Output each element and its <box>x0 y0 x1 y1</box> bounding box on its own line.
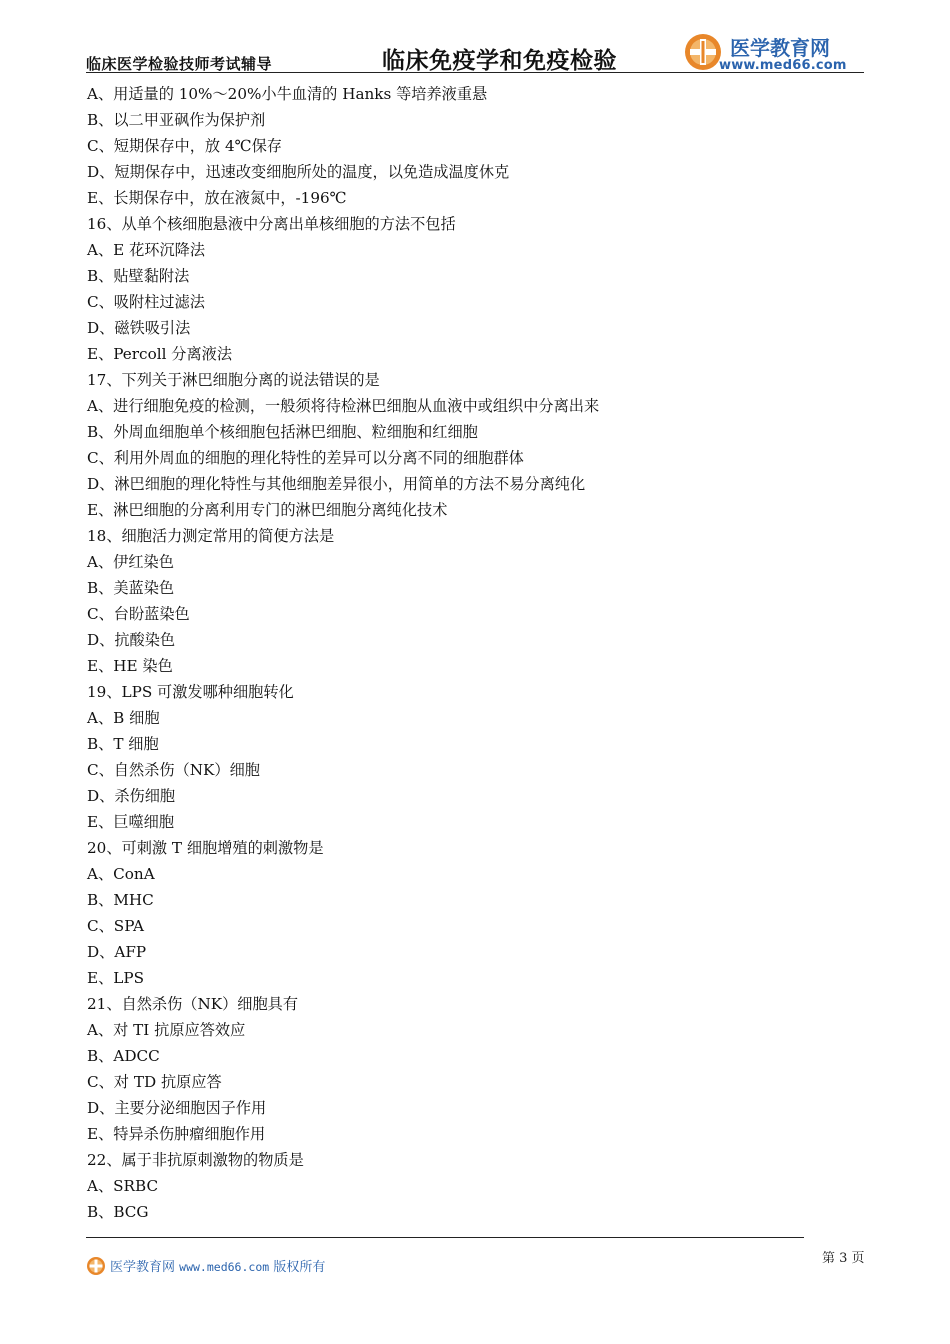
header-rule <box>86 72 864 73</box>
header-title: 临床免疫学和免疫检验 <box>382 47 617 74</box>
answer-option: B、ADCC <box>87 1047 160 1065</box>
question-stem: 20、可刺激 T 细胞增殖的刺激物是 <box>87 839 324 857</box>
answer-option: A、用适量的 10%～20%小牛血清的 Hanks 等培养液重悬 <box>87 85 488 103</box>
answer-option: A、伊红染色 <box>87 553 174 571</box>
answer-option: B、MHC <box>87 891 154 909</box>
answer-option: B、以二甲亚砜作为保护剂 <box>87 111 266 129</box>
answer-option: B、T 细胞 <box>87 735 159 753</box>
answer-option: A、ConA <box>87 865 155 883</box>
footer-copyright <box>110 1256 325 1275</box>
logo-url: www.med66.com <box>719 58 847 73</box>
page-header <box>86 30 864 76</box>
footer-logo-icon <box>86 1256 106 1276</box>
answer-option: E、特异杀伤肿瘤细胞作用 <box>87 1125 266 1143</box>
question-list <box>87 81 847 1225</box>
answer-option: E、Percoll 分离液法 <box>87 345 233 363</box>
answer-option: B、BCG <box>87 1203 149 1221</box>
answer-option: A、B 细胞 <box>87 709 160 727</box>
answer-option: C、SPA <box>87 917 145 935</box>
footer-rights: 版权所有 <box>273 1260 326 1275</box>
question-stem: 17、下列关于淋巴细胞分离的说法错误的是 <box>87 371 380 389</box>
answer-option: A、E 花环沉降法 <box>87 241 206 259</box>
answer-option: D、抗酸染色 <box>87 631 176 649</box>
question-stem: 19、LPS 可激发哪种细胞转化 <box>87 683 294 701</box>
answer-option: D、杀伤细胞 <box>87 787 176 805</box>
question-stem: 16、从单个核细胞悬液中分离出单核细胞的方法不包括 <box>87 215 456 233</box>
page-number: 第 3 页 <box>822 1251 865 1266</box>
answer-option: C、利用外周血的细胞的理化特性的差异可以分离不同的细胞群体 <box>87 449 524 467</box>
answer-option: C、自然杀伤（NK）细胞 <box>87 761 260 779</box>
answer-option: D、淋巴细胞的理化特性与其他细胞差异很小，用简单的方法不易分离纯化 <box>87 475 586 493</box>
answer-option: C、对 TD 抗原应答 <box>87 1073 222 1091</box>
answer-option: B、美蓝染色 <box>87 579 175 597</box>
header-logo <box>683 30 863 74</box>
answer-option: E、长期保存中，放在液氮中，-196℃ <box>87 189 347 207</box>
footer-rule <box>86 1237 804 1238</box>
answer-option: D、主要分泌细胞因子作用 <box>87 1099 267 1117</box>
answer-option: E、LPS <box>87 969 144 987</box>
logo-site-name: 医学教育网 <box>730 36 830 60</box>
answer-option: E、HE 染色 <box>87 657 173 675</box>
footer-url[interactable]: www.med66.com <box>179 1260 270 1274</box>
answer-option: C、短期保存中，放 4℃保存 <box>87 137 282 155</box>
question-stem: 21、自然杀伤（NK）细胞具有 <box>87 995 299 1013</box>
answer-option: C、吸附柱过滤法 <box>87 293 205 311</box>
footer-site: 医学教育网 <box>110 1260 176 1275</box>
answer-option: D、短期保存中，迅速改变细胞所处的温度，以免造成温度休克 <box>87 163 510 181</box>
answer-option: C、台盼蓝染色 <box>87 605 190 623</box>
answer-option: A、对 TI 抗原应答效应 <box>87 1021 246 1039</box>
answer-option: A、进行细胞免疫的检测，一般须将待检淋巴细胞从血液中或组织中分离出来 <box>87 397 600 415</box>
question-stem: 22、属于非抗原刺激物的物质是 <box>87 1151 304 1169</box>
answer-option: B、贴壁黏附法 <box>87 267 190 285</box>
answer-option: D、AFP <box>87 943 147 961</box>
answer-option: E、淋巴细胞的分离利用专门的淋巴细胞分离纯化技术 <box>87 501 448 519</box>
med66-logo-icon <box>683 32 723 72</box>
answer-option: D、磁铁吸引法 <box>87 319 191 337</box>
answer-option: E、巨噬细胞 <box>87 813 175 831</box>
question-stem: 18、细胞活力测定常用的简便方法是 <box>87 527 335 545</box>
answer-option: B、外周血细胞单个核细胞包括淋巴细胞、粒细胞和红细胞 <box>87 423 478 441</box>
answer-option: A、SRBC <box>87 1177 159 1195</box>
header-subtitle: 临床医学检验技师考试辅导 <box>86 55 273 73</box>
